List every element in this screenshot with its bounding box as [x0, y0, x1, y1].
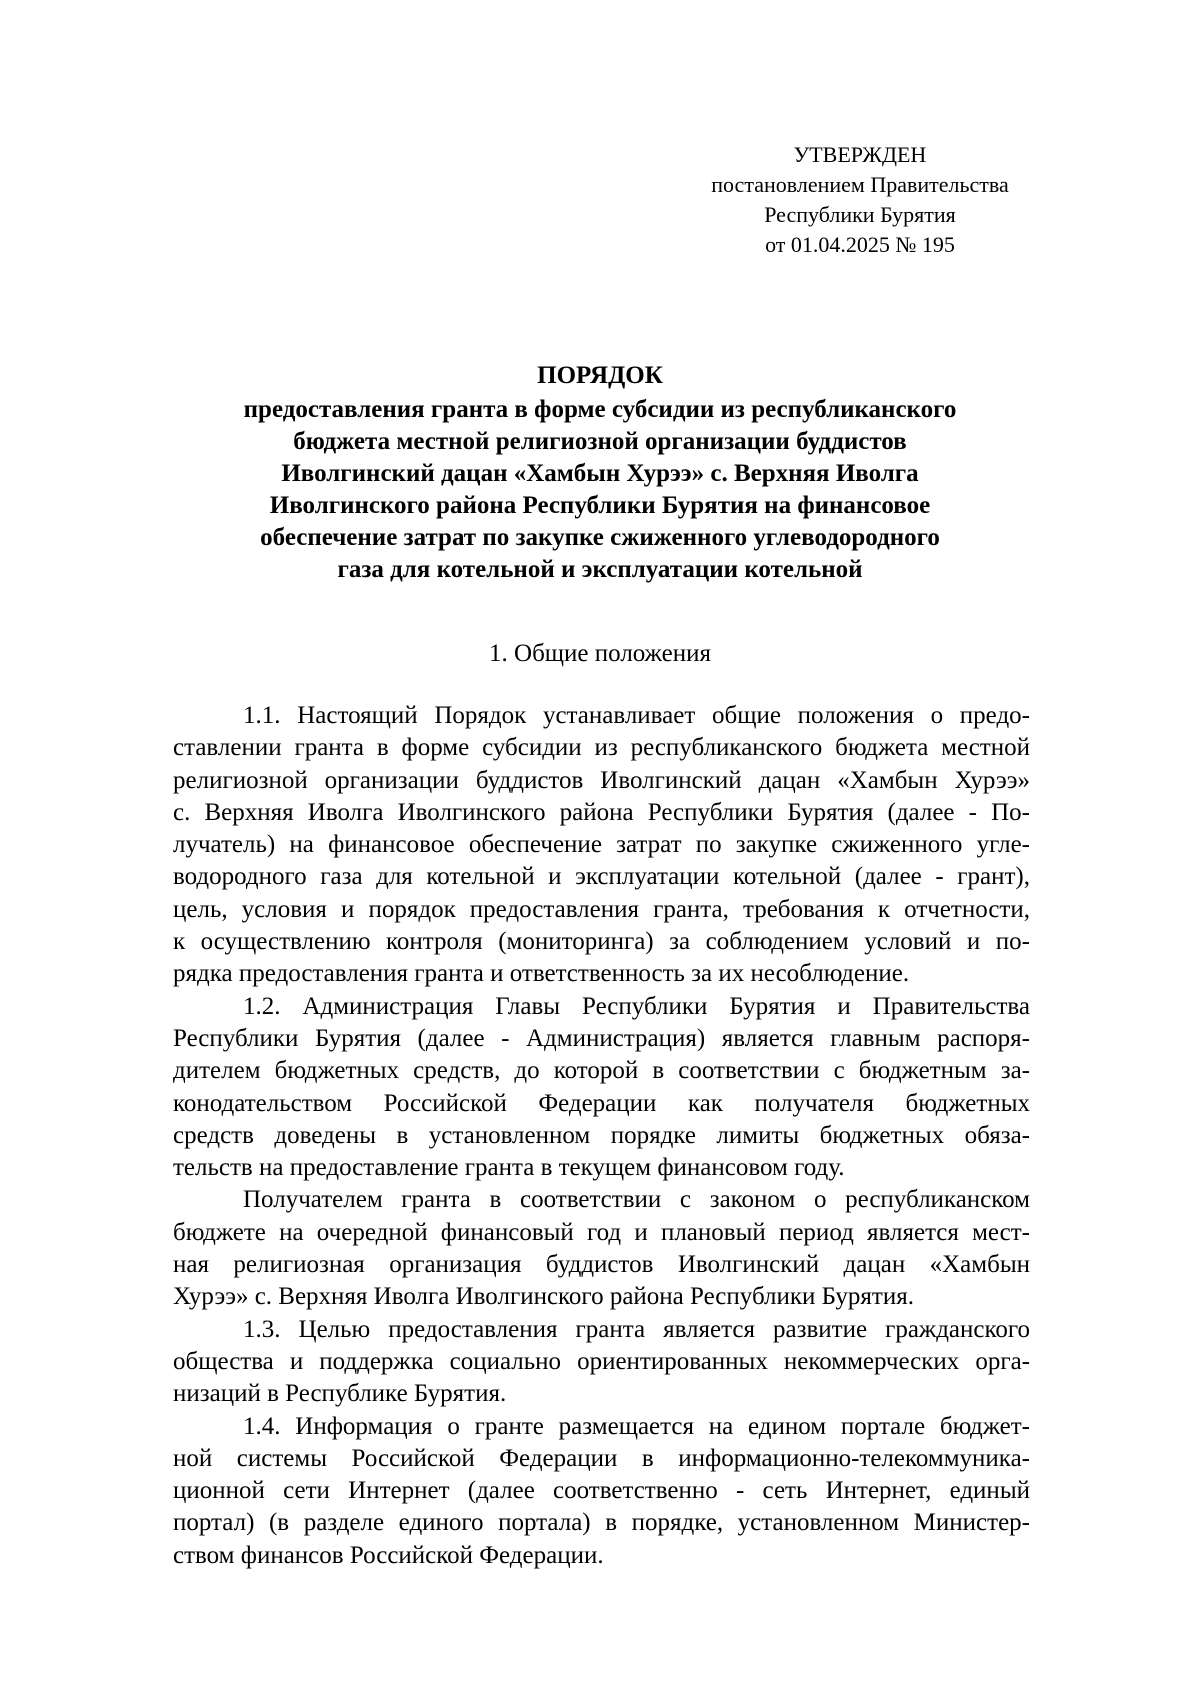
paragraph-line: тельств на предоставление гранта в текущем финансовом году.: [173, 1154, 845, 1182]
paragraph-line: цель, условия и порядок предоставления гранта, требования к отчетности,: [173, 895, 1030, 923]
document-title-line: обеспечение затрат по закупке сжиженного углеводородного: [260, 524, 940, 551]
paragraph-line: водородного газа для котельной и эксплуатации котельной (далее - грант),: [173, 863, 1030, 891]
approval-line-decree: постановлением Правительства: [711, 172, 1009, 197]
document-title-main: ПОРЯДОК: [537, 362, 663, 389]
paragraph-line: рядка предоставления гранта и ответственность за их несоблюдение.: [173, 960, 910, 988]
paragraph-line: 1.4. Информация о гранте размещается на едином портале бюджет-: [243, 1412, 1030, 1440]
section-heading: 1. Общие положения: [489, 640, 711, 667]
paragraph-line: с. Верхняя Иволга Иволгинского района Республики Бурятия (далее - По-: [173, 798, 1030, 826]
approval-stamp-block: [690, 140, 1030, 260]
paragraph-line: ная религиозная организация буддистов Иволгинский дацан «Хамбын: [173, 1251, 1030, 1279]
paragraph-line: лучатель) на финансовое обеспечение затрат по закупке сжиженного угле-: [173, 831, 1030, 859]
approval-line-approved: УТВЕРЖДЕН: [793, 142, 927, 167]
paragraph-line: средств доведены в установленном порядке лимиты бюджетных обяза-: [173, 1121, 1030, 1149]
document-title-line: предоставления гранта в форме субсидии из республиканского: [243, 396, 957, 423]
paragraph-line: конодательством Российской Федерации как получателя бюджетных: [173, 1089, 1030, 1117]
paragraph-line: 1.2. Администрация Главы Республики Бурятия и Правительства: [243, 992, 1030, 1020]
paragraph-line: ставлении гранта в форме субсидии из республиканского бюджета местной: [173, 734, 1030, 762]
paragraph-line: 1.1. Настоящий Порядок устанавливает общие положения о предо-: [243, 702, 1030, 729]
paragraph-line: Хурээ» с. Верхняя Иволга Иволгинского района Республики Бурятия.: [173, 1283, 914, 1311]
paragraph-line: ционной сети Интернет (далее соответственно - сеть Интернет, единый: [173, 1477, 1030, 1505]
paragraph-line: бюджете на очередной финансовый год и плановый период является мест-: [173, 1218, 1030, 1246]
paragraph-line: к осуществлению контроля (мониторинга) за соблюдением условий и по-: [173, 928, 1030, 956]
document-title-line: газа для котельной и эксплуатации котельной: [337, 556, 863, 583]
document-title-line: Иволгинского района Республики Бурятия на финансовое: [269, 492, 931, 519]
document-title-line: Иволгинский дацан «Хамбын Хурээ» с. Верхняя Иволга: [281, 460, 919, 487]
paragraph-line: низаций в Республике Бурятия.: [173, 1380, 507, 1408]
paragraph-line: Республики Бурятия (далее - Администрация) является главным распоря-: [173, 1024, 1030, 1052]
paragraph-line: общества и поддержка социально ориентированных некоммерческих орга-: [173, 1347, 1030, 1375]
paragraph-line: религиозной организации буддистов Иволгинский дацан «Хамбын Хурээ»: [173, 766, 1030, 794]
paragraph-line: портал) (в разделе единого портала) в порядке, установленном Министер-: [173, 1509, 1030, 1537]
approval-line-republic: Республики Бурятия: [764, 202, 956, 227]
paragraph-line: Получателем гранта в соответствии с законом о республиканском: [243, 1186, 1030, 1214]
document-body: [173, 700, 1030, 1572]
document-title-line: бюджета местной религиозной организации буддистов: [293, 428, 907, 455]
approval-line-date-number: от 01.04.2025 № 195: [765, 232, 955, 257]
paragraph-line: ной системы Российской Федерации в информационно-телекоммуника-: [173, 1444, 1030, 1472]
paragraph-line: ством финансов Российской Федерации.: [173, 1541, 604, 1569]
document-title: [170, 360, 1030, 586]
paragraph-line: дителем бюджетных средств, до которой в соответствии с бюджетным за-: [173, 1057, 1030, 1085]
paragraph-line: 1.3. Целью предоставления гранта является развитие гражданского: [243, 1315, 1030, 1343]
